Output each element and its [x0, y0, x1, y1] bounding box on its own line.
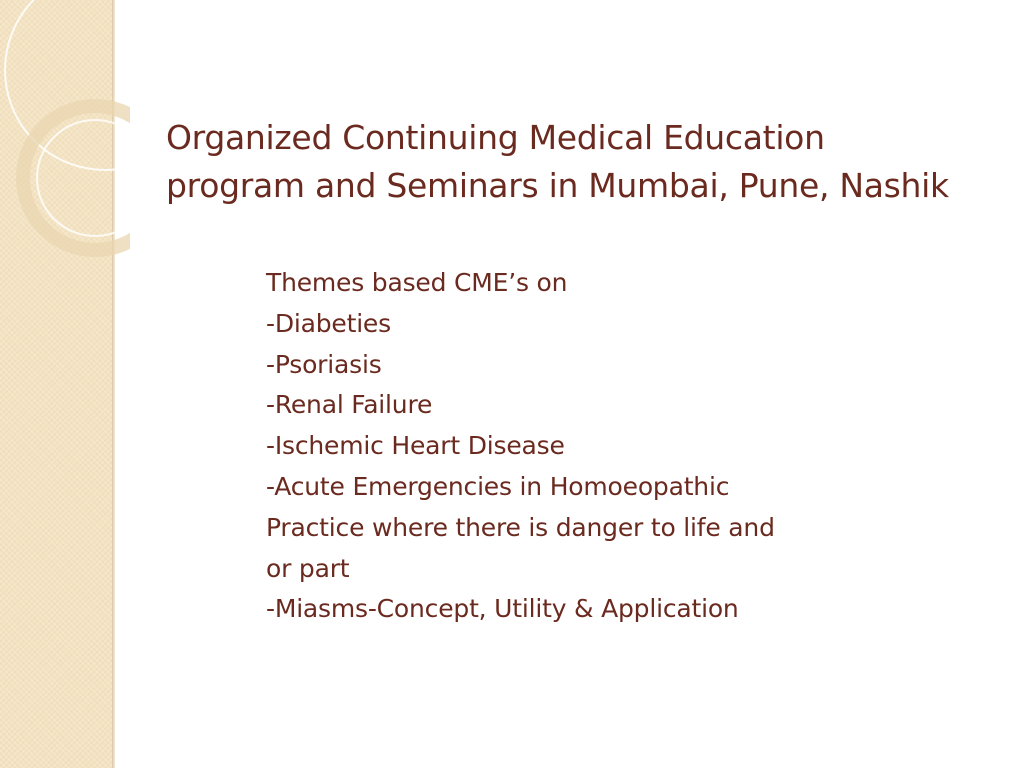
decorative-circle-medium — [23, 106, 130, 250]
theme-item: -Renal Failure — [266, 390, 433, 420]
slide-title — [166, 114, 986, 210]
theme-item: -Diabeties — [266, 308, 391, 338]
theme-item: -Miasms-Concept, Utility & Application — [266, 594, 739, 624]
theme-item: -Ischemic Heart Disease — [266, 431, 565, 461]
themes-list — [266, 263, 866, 630]
decorative-circles-graphic — [0, 0, 130, 300]
themes-intro: Themes based CME’s on — [266, 268, 568, 297]
theme-item: Practice where there is danger to life and — [266, 512, 775, 542]
title-line-1: Organized Continuing Medical Education — [166, 118, 825, 157]
theme-item: -Psoriasis — [266, 349, 382, 379]
theme-item: or part — [266, 553, 350, 583]
decorative-circle-small — [37, 120, 130, 236]
theme-item: -Acute Emergencies in Homoeopathic — [266, 471, 730, 501]
title-line-2: program and Seminars in Mumbai, Pune, Nashik — [166, 166, 949, 205]
